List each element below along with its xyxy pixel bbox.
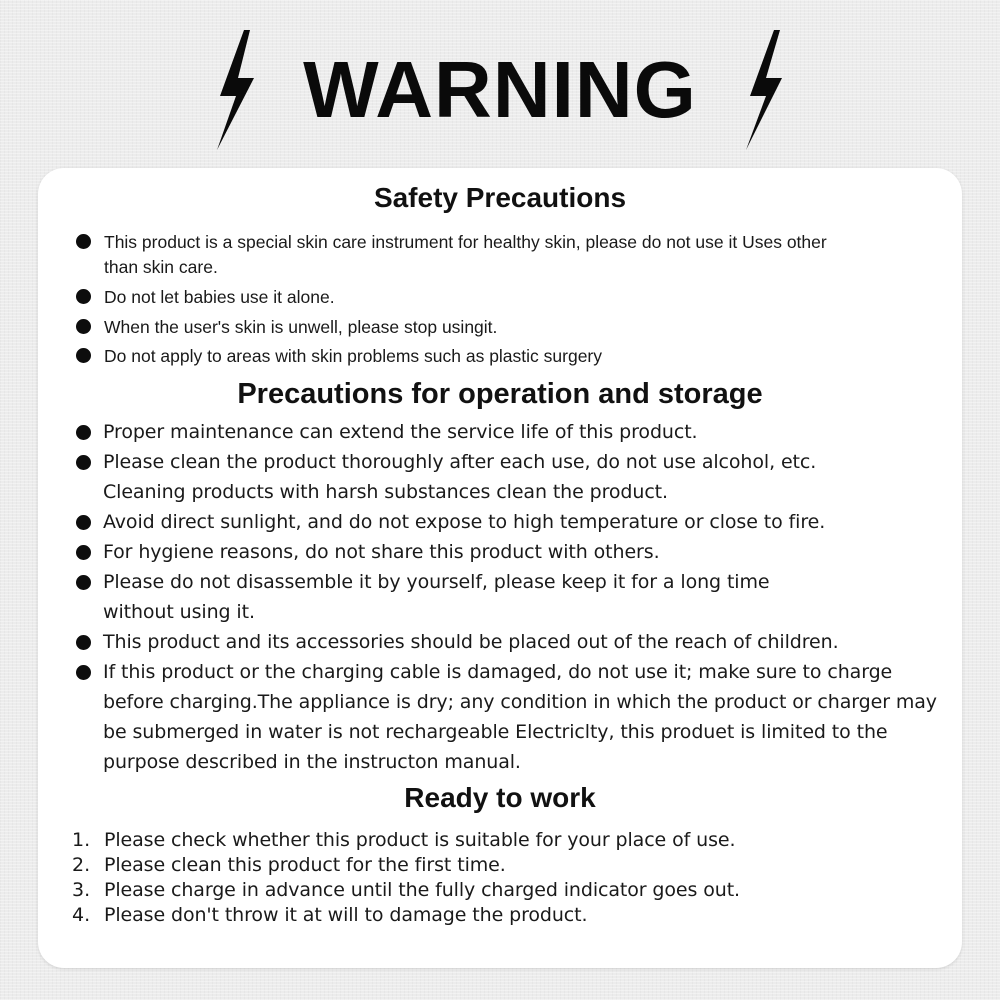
list-item-text: Avoid direct sunlight, and do not expose to high temperature or close to fire. <box>103 511 826 533</box>
list-number: 4. <box>72 904 91 926</box>
bullet-icon <box>76 348 91 363</box>
list-number: 2. <box>72 854 91 876</box>
warning-title: WARNING <box>303 45 697 134</box>
list-item-text: If this product or the charging cable is damaged, do not use it; make sure to charge before charging.The appliance is dry; any condition in which the product or charger may be submerged in water is not rechargeable Electriclty, this produet is limited to the purpose described in the instructon manual. <box>103 661 937 773</box>
list-item-text: This product and its accessories should be placed out of the reach of children. <box>103 631 839 653</box>
list-item-text: Do not apply to areas with skin problems such as plastic surgery <box>104 346 603 366</box>
list-item-text: Please do not disassemble it by yourself, please keep it for a long time without using it. <box>103 571 770 623</box>
list-number: 3. <box>72 879 91 901</box>
list-item-text: This product is a special skin care instrument for healthy skin, please do not use it Uses other than skin care. <box>104 232 827 277</box>
warning-header <box>0 24 1000 152</box>
bullet-icon <box>76 665 91 680</box>
list-item-text: Proper maintenance can extend the service life of this product. <box>103 421 698 443</box>
list-item-text: When the user's skin is unwell, please stop usingit. <box>104 317 498 337</box>
list-item-text: Please clean this product for the first time. <box>104 854 506 876</box>
lightning-bolt-icon <box>740 30 784 150</box>
safety-heading: Safety Precautions <box>373 182 627 213</box>
list-number: 1. <box>72 829 91 851</box>
operation-heading: Precautions for operation and storage <box>237 378 763 410</box>
bullet-icon <box>76 234 91 249</box>
list-item-text: Please check whether this product is suitable for your place of use. <box>104 829 736 851</box>
list-item-text: For hygiene reasons, do not share this product with others. <box>103 541 660 563</box>
instructions-card <box>38 168 962 968</box>
ready-heading: Ready to work <box>404 782 596 813</box>
list-item-text: Please don't throw it at will to damage the product. <box>104 904 588 926</box>
bullet-icon <box>76 425 91 440</box>
bullet-icon <box>76 515 91 530</box>
bullet-icon <box>76 289 91 304</box>
bullet-icon <box>76 455 91 470</box>
list-item-text: Do not let babies use it alone. <box>104 287 335 307</box>
bullet-icon <box>76 319 91 334</box>
bullet-icon <box>76 575 91 590</box>
list-item-text: Please clean the product thoroughly after each use, do not use alcohol, etc. Cleaning products with harsh substances clean the product. <box>103 451 817 503</box>
bullet-icon <box>76 545 91 560</box>
bullet-icon <box>76 635 91 650</box>
list-item-text: Please charge in advance until the fully charged indicator goes out. <box>104 879 740 901</box>
